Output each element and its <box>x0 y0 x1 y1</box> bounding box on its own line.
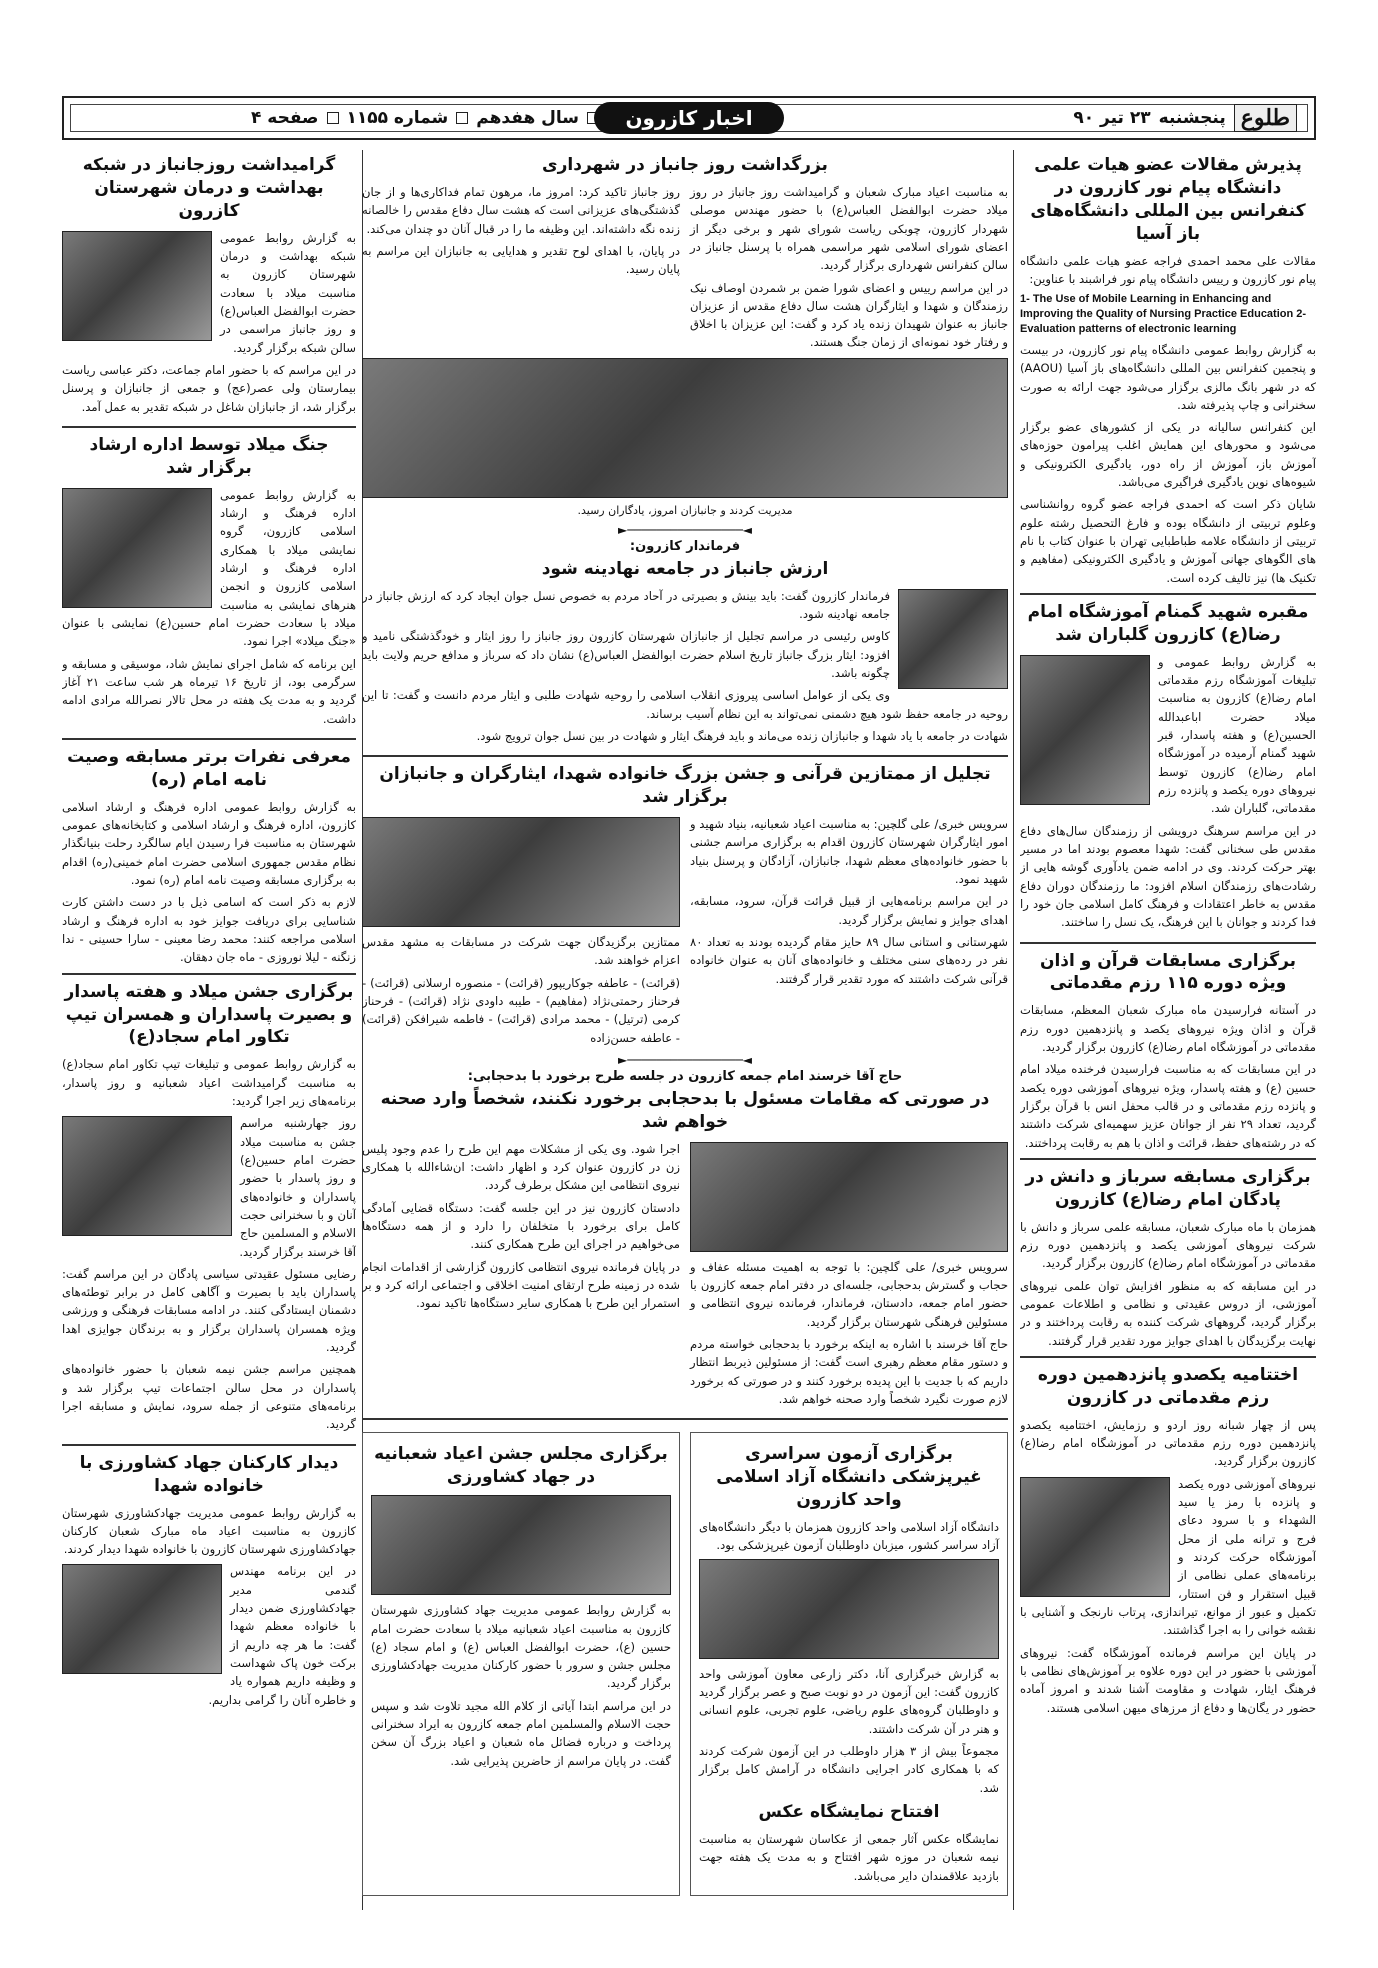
article-text: رضایی مسئول عقیدتی سیاسی پادگان در این مراسم گفت: پاسداران باید با بصیرت و آگاهی کامل در برابر توطئه‌های دشمنان ایستادگی کنند. در ادامه مسابقات فرهنگی و ورزشی ویژه همسران پاسداران برگزار و به برندگان جوایزی اهدا گردید. <box>62 1266 356 1355</box>
article-text: به مناسبت اعیاد مبارک شعبان و گرامیداشت روز جانباز در روز میلاد حضرت ابوالفضل العباس(ع) با حضور مهندس موصلی شهردار کازرون، چوبکی ریاست شورای شهر و برخی دیگر از اعضای شورای اسلامی شهر مراسمی همراه با پرسنل جانباز در سالن کنفرانس شهرداری برگزار گردید. <box>690 184 1008 273</box>
article-text: در پایان، با اهدای لوح تقدیر و هدایایی به جانبازان این مراسم به پایان رسید. <box>362 243 680 277</box>
square-icon <box>327 112 339 124</box>
article-text: به گزارش روابط عمومی دانشگاه پیام نور کازرون، در بیست و پنجمین کنفرانس بین المللی دانشگاه‌های باز آسیا (AAOU) که در شهر بانگ مالزی برگزار می‌شود جهت ارائه به صورت سخنرانی و چاپ پذیرفته شد. <box>1020 342 1316 412</box>
article-text: همچنین مراسم جشن نیمه شعبان با حضور خانواده‌های پاسداران در محل سالن اجتماعات تیپ برگزار شد و برنامه‌های متنوعی از جمله سرود، نمایش و مسابقه اجرا گردید. <box>62 1362 356 1432</box>
article-text: شهرستانی و استانی سال ۸۹ حایز مقام گردیده بودند به تعداد ۸۰ نفر در رده‌های سنی مختلف و خانواده‌های آنان به عنوان خانواده قرآنی شرکت داشتند که مورد تقدیر قرار گرفتند. <box>690 934 1008 986</box>
article-text: اجرا شود. وی یکی از مشکلات مهم این طرح را عدم وجود پلیس زن در کازرون عنوان کرد و اظهار داشت: ان‌شاءالله با همکاری نیروی انتظامی این مشکل برطرف گردد. <box>362 1141 680 1193</box>
divider <box>1020 1158 1316 1160</box>
article-box <box>690 1432 1008 1896</box>
article-text: به گزارش روابط عمومی شبکه بهداشت و درمان شهرستان کازرون به مناسبت میلاد با سعادت حضرت ابوالفضل العباس(ع) و روز جانباز مراسمی در سالن شبکه برگزار گردید. <box>220 230 356 355</box>
article-title: بزرگداشت روز جانباز در شهرداری <box>542 155 828 175</box>
article-text: دانشگاه آزاد اسلامی واحد کازرون همزمان با دیگر دانشگاه‌های آزاد سراسر کشور، میزبان داوطلبان آزمون غیرپزشکی بود. <box>699 1520 999 1553</box>
article-text: سرویس خبری/ علی گلچین: به مناسبت اعیاد شعبانیه، بنیاد شهید و امور ایثارگران شهرستان کازرون اقدام به برگزاری مراسم جشنی با حضور خانواده‌های معظم شهدا، جانبازان، آزادگان و پرسنل بنیاد شهید نمود. <box>690 817 1008 886</box>
article-text: در آستانه فرارسیدن ماه مبارک شعبان المعظم، مسابقات قرآن و اذان ویژه نیروهای یکصد و پانزدهمین دوره رزم مقدماتی در آموزشگاه امام رضا(ع) کازرون برگزار گردید. <box>1020 1003 1316 1055</box>
article-text: (قرائت) - عاطفه جوکاریپور (قرائت) - منصوره ارسلانی (قرائت) - فرحناز رحمتی‌نژاد (مفاهیم) - طیبه داودی نژاد (قرائت) - فرحناز کرمی (ترتیل) - محمد مرادی (قرائت) - فاطمه شیرافکن (قرائت) - عاطفه حسن‌زاده <box>362 975 680 1045</box>
article-kicker: فرماندار کازرون: <box>629 538 741 554</box>
section-title: اخبار کازرون <box>594 102 784 134</box>
header-issue: شماره ۱۱۵۵ <box>346 108 449 128</box>
article-title: اختتامیه یکصدو پانزدهمین دوره رزم مقدماتی در کازرون <box>1037 1364 1299 1408</box>
bottom-articles <box>362 1426 1008 1896</box>
article-text: همزمان با ماه مبارک شعبان، مسابقه علمی سرباز و دانش با شرکت نیروهای آموزشی یکصد و پانزدهمین دوره رزم مقدماتی در آموزشگاه امام رضا(ع) کازرون برگزار گردید. <box>1020 1219 1316 1271</box>
article-text: به گزارش روابط عمومی مدیریت جهاد کشاورزی شهرستان کازرون به مناسبت اعیاد شعبانیه میلاد با سعادت حضرت امام حسین (ع)، حضرت ابوالفضل العباس (ع) و امام سجاد (ع) مجلس جشن و سرور با حضور کارکنان مدیریت جهادکشاورزی برگزار گردید. <box>371 1603 671 1691</box>
article-text: در این مراسم سرهنگ درویشی از رزمندگان سال‌های دفاع مقدس طی سخنانی گفت: شهدا معصوم بودند اما در مسیر بهتر حرکت کردند. وی در ادامه ضمن یادآوری گوشه هایی از رشادت‌های رزمندگان اسلام افزود: ما رزمندگان دوران دفاع مقدس به خاطر اعتقادات و فرهنگ کامل اسلامی جان خود را فدا کردند و جوانان با این فرهنگ، یک نسل را ساختند. <box>1020 823 1316 930</box>
article-text: در این برنامه مهندس گندمی مدیر جهادکشاورزی ضمن دیدار با خانواده معظم شهدا گفت: ما هر چه داریم از برکت خون پاک شهداست و وظیفه داریم همواره یاد و خاطره آنان را گرامی بداریم. <box>208 1564 356 1707</box>
article-text: ممتازین برگزیدگان جهت شرکت در مسابقات به مشهد مقدس اعزام خواهند شد. <box>362 935 680 968</box>
article-text: به گزارش روابط عمومی مدیریت جهادکشاورزی شهرستان کازرون به مناسبت اعیاد ماه مبارک شعبان کارکنان جهادکشاورزی شهرستان کازرون با خانواده شهدا دیدار کردند. <box>62 1505 356 1557</box>
visit-photo <box>62 1564 222 1674</box>
right-column <box>1020 150 1316 1721</box>
article-text: مقالات علی محمد احمدی فراجه عضو هیات علمی دانشگاه پیام نور کازرون و رییس دانشگاه پیام نور فراشبند با عناوین: <box>1020 253 1316 287</box>
article-text: به گزارش روابط عمومی اداره فرهنگ و ارشاد اسلامی کازرون، گروه نمایشی میلاد با همکاری اداره فرهنگ و ارشاد اسلامی کازرون و انجمن هنرهای نمایشی به مناسبت میلاد با سعادت حضرت امام حسین(ع) نمایشی با عنوان «جنگ میلاد» اجرا نمود. <box>62 487 356 649</box>
divider <box>62 973 356 975</box>
photo-caption: مدیریت کردند و جانبازان امروز، یادگاران رسید. <box>577 503 793 517</box>
left-column <box>62 150 356 1713</box>
article-text: پس از چهار شبانه روز اردو و رزمایش، اختتامیه یکصدو پانزدهمین دوره رزم مقدماتی در آموزشگاه امام رضا(ع) کازرون برگزار گردید. <box>1020 1417 1316 1469</box>
ceremony-photo <box>362 358 1008 498</box>
divider <box>62 738 356 740</box>
header-date: ۲۳ تیر ۹۰ <box>1073 108 1151 128</box>
article-text: روز جانباز تاکید کرد: امروز ما، مرهون تمام فداکاری‌ها و از جان گذشتگی‌های عزیزانی است که هشت سال دفاع مقدس را خالصانه زنده نگه داشته‌اند. این وظیفه ما را در قبال آنان دو چندان می‌کند. <box>362 184 680 236</box>
article-text: به گزارش روابط عمومی و تبلیغات آموزشگاه رزم مقدماتی امام رضا(ع) کازرون به مناسبت میلاد حضرت اباعبدالله الحسین(ع) و هفته پاسدار، قبر شهید گمنام آرمیده در آموزشگاه امام رضا(ع) کازرون توسط نیروهای دوره یکصد و پانزده رزم مقدماتی، گلباران شد. <box>1158 654 1316 816</box>
divider <box>1020 942 1316 944</box>
article-text: در پایان فرمانده نیروی انتظامی کازرون گزارشی از اقدامات انجام شده در زمینه طرح ارتقای امنیت اخلاقی و اجتماعی ارائه کرد و بر استمرار این طرح با همکاری سایر دستگاه‌ها تاکید نمود. <box>362 1259 680 1311</box>
article-english-titles: 1- The Use of Mobile Learning in Enhancing and Improving the Quality of Nursing Practice Education 2-Evaluation patterns of electronic learning <box>1020 293 1307 336</box>
article-text: دادستان کازرون نیز در این جلسه گفت: دستگاه قضایی آمادگی کامل برای برخورد با متخلفان را دارد و از همه دستگاه‌ها می‌خواهیم در اجرای این طرح همکاری کنند. <box>362 1200 680 1252</box>
gathering-photo <box>371 1495 671 1595</box>
article-text: به گزارش خبرگزاری آنا، دکتر زارعی معاون آموزشی واحد کازرون گفت: این آزمون در دو نوبت صبح و عصر برگزار گردید و داوطلبان گروه‌های علوم ریاضی، علوم تجربی، علوم انسانی و هنر در آن شرکت داشتند. <box>699 1666 999 1736</box>
article-text: این کنفرانس سالیانه در یکی از کشورهای عضو برگزار می‌شود و محورهای این همایش اغلب پیرامون حوزه‌های آموزش باز، آموزش از راه دور، یادگیری الکترونیکی و شیوه‌های نوین یادگیری فراگیری می‌باشد. <box>1020 420 1316 490</box>
soldiers-photo <box>1020 655 1150 805</box>
article-text: نیروهای آموزشی دوره یکصد و پانزده با رمز یا سید الشهداء و با سرود دعای فرج و ترانه ملی از محل آموزشگاه حرکت کردند و برنامه‌های عملی نظامی از قبیل استقرار و فن استتار، تکمیل و عبور از موانع، تیراندازی، پرتاب نارنجک و آشنایی با نقشه خوانی را به اجرا گذاشتند. <box>1020 1476 1316 1638</box>
article-text: در این مراسم رییس و اعضای شورا ضمن بر شمردن اوصاف نیک رزمندگان و شهدا و ایثارگران هشت سال دفاع مقدس از عزیزان جانباز به عنوان شهیدان زنده یاد کرد و گفت: این عزیزان با اخلاق و رفتار خود نمونه‌ای از زمان جنگ هستند. <box>690 280 1008 350</box>
meeting-photo <box>690 1142 1008 1252</box>
article-text: حاج آقا خرسند با اشاره به اینکه برخورد با بدحجابی خواسته مردم و دستور مقام معظم رهبری است گفت: از مسئولین ذیربط انتظار داریم که با جدیت با این پدیده برخورد کنند و در صورتی که برخورد لازم صورت نگیرد شخصاً وارد صحنه خواهم شد. <box>690 1337 1008 1406</box>
article-title: برگزاری مسابقات قرآن و اذان ویژه دوره ۱۱۵ رزم مقدماتی <box>1039 950 1297 994</box>
article-text: این برنامه که شامل اجرای نمایش شاد، موسیقی و مسابقه و سرگرمی بود، از تاریخ ۱۶ تیرماه هر شب ساعت ۲۱ آغاز گردید و به مدت یک هفته در محل تالار نصرالله مرادی ادامه داشت. <box>62 656 356 726</box>
divider <box>62 1444 356 1446</box>
article-text: وی یکی از عوامل اساسی پیروزی انقلاب اسلامی را روحیه شهادت طلبی و ایثار مردم دانست و گفت: تا این روحیه در جامعه حفظ شود هیچ دشمنی نمی‌تواند به این نظام آسیب برساند. <box>362 688 1008 721</box>
article-title: در صورتی که مقامات مسئول با بدحجابی برخورد نکنند، شخصاً وارد صحنه خواهم شد <box>380 1088 990 1132</box>
header-issue-box <box>70 104 610 132</box>
article-title: تجلیل از ممتازین قرآنی و جشن بزرگ خانواده شهدا، ایثارگران و جانبازان برگزار شد <box>379 764 991 808</box>
article-kicker: حاج آقا خرسند امام جمعه کازرون در جلسه طرح برخورد با بدحجابی: <box>467 1068 903 1084</box>
article-box <box>362 1432 680 1896</box>
article-title: برگزاری آزمون سراسری غیرپزشکی دانشگاه آزاد اسلامی واحد کازرون <box>716 1444 982 1511</box>
article-text: در پایان این مراسم فرمانده آموزشگاه گفت: نیروهای آموزشی با حضور در این دوره علاوه بر آموزش‌های نظامی با فرهنگ ایثار، شهادت و مقاومت آشنا شدند و امروز آماده حضور در یگان‌ها و دفاع از مرزهای میهن اسلامی هستند. <box>1020 1645 1316 1715</box>
article-text: در این مراسم برنامه‌هایی از قبیل قرائت قرآن، سرود، مسابقه، اهدای جوایز و نمایش برگزار گردید. <box>690 894 1008 927</box>
article-text: روز جهارشنبه مراسم جشن به مناسبت میلاد حضرت امام حسین(ع) و روز پاسدار با حضور پاسداران و خانواده‌های آنان و با سخنرانی حجت الاسلام و المسلمین حاج آقا خرسند برگزار گردید. <box>239 1116 356 1259</box>
header-day: پنجشنبه <box>1158 108 1226 128</box>
divider-arrow-icon: ◄────────────────► <box>617 522 753 537</box>
governor-portrait-photo <box>898 589 1008 689</box>
header-date-box <box>768 104 1308 132</box>
theater-photo <box>62 488 212 608</box>
article-text: در این مسابقات که به مناسبت فرارسیدن فرخنده میلاد امام حسین (ع) و هفته پاسدار، ویژه نیروهای آموزشی دوره یکصد و پانزده رزم مقدماتی و در قالب محفل انس با قرآن برگزار گردید، تعداد ۲۹ نفر از جوانان عزیز سهمیه‌ای شرکت داشتند که در رشته‌های حفظ، قرائت و اذان با هم به رقابت پرداختند. <box>1020 1062 1316 1150</box>
article-title: مقبره شهید گمنام آموزشگاه امام رضا(ع) کازرون گلباران شد <box>1027 601 1309 645</box>
article-title: برگزاری مجلس جشن اعیاد شعبانیه در جهاد کشاورزی <box>374 1444 668 1488</box>
article-title: پذیرش مقالات عضو هیات علمی دانشگاه پیام نور کازرون در کنفرانس بین المللی دانشگاه‌های باز آسیا <box>1030 155 1306 244</box>
article-text: سرویس خبری/ علی گلچین: با توجه به اهمیت مسئله عفاف و حجاب و گسترش بدحجابی، جلسه‌ای در دفتر امام جمعه کازرون با حضور امام جمعه، دادستان، فرماندار، فرمانده نیروی انتظامی و مسئولین فرهنگی شهرستان برگزار گردید. <box>690 1259 1008 1329</box>
divider <box>1020 1356 1316 1358</box>
divider <box>62 426 356 428</box>
article-text: به گزارش روابط عمومی و تبلیغات تیپ تکاور امام سجاد(ع) به مناسبت گرامیداشت اعیاد شعبانیه و روز پاسدار، برنامه‌های زیر اجرا گردید: <box>62 1057 356 1108</box>
article-text: شایان ذکر است که احمدی فراجه عضو گروه روانشناسی وعلوم تربیتی از دانشگاه بوده و فارغ التحصیل رشته علوم تربیتی از دانشگاه علامه طباطبایی تهران با عنوان کتاب با نام های الگوهای جهانی آموزش و یادگیری الکترونیکی (مفاهیم و تکنیک ها) نیز تالیف کرده است. <box>1020 497 1316 585</box>
soldiers-march-photo <box>1020 1477 1170 1597</box>
column-divider <box>1013 150 1014 1910</box>
article-text: در این مراسم ابتدا آیاتی از کلام الله مجید تلاوت شد و سپس حجت الاسلام والمسلمین امام جمعه کازرون به ایراد سخنرانی پرداخت و درباره فضائل ماه شعبان و اعیاد بزرگ آن سخن گفت. در پایان مراسم از حاضرین پذیرایی شد. <box>371 1698 671 1768</box>
header-year: سال هفدهم <box>476 108 579 128</box>
article-text: لازم به ذکر است که اسامی ذیل با در دست داشتن کارت شناسایی برای دریافت جوایز خود به اداره فرهنگ و ارشاد اسلامی مراجعه کنند: محمد رضا معینی - سارا حسینی - ندا زنگنه - لیلا نوروزی - ماه جان دهقان. <box>62 895 356 965</box>
exam-hall-photo <box>699 1559 999 1659</box>
article-text: در این مراسم که با حضور امام جماعت، دکتر عباسی ریاست بیمارستان ولی عصر(عج) و جمعی از جانبازان و پرسنل برگزار شد، از جانبازان شاغل در شبکه تقدیر به عمل آمد. <box>62 363 356 414</box>
article-text: فرماندار کازرون گفت: باید بینش و بصیرتی در آحاد مردم به خصوص نسل جوان ایجاد کرد که ارزش جانباز در جامعه نهادینه شود. <box>362 588 890 621</box>
square-icon <box>456 112 468 124</box>
article-body <box>362 183 1008 356</box>
article-body <box>362 1140 1008 1413</box>
veterans-photo <box>62 231 212 341</box>
article-text: شهادت در جامعه با یاد شهدا و جانبازان زنده می‌ماند و باید فرهنگ ایثار و شهادت در بین نسل جوان ترویج شود. <box>476 728 1008 743</box>
newspaper-logo: طلوع <box>1234 104 1297 132</box>
article-body <box>362 815 1008 1051</box>
divider <box>1020 593 1316 595</box>
header-page: صفحه ۴ <box>250 108 319 128</box>
article-text: به گزارش روابط عمومی اداره فرهنگ و ارشاد اسلامی کازرون، اداره فرهنگ و ارشاد اسلامی و کتابخانه‌های عمومی شهرستان به مناسبت فرا رسیدن ایام سالگرد رحلت بنیانگذار نظام مقدس جمهوری اسلامی حضرت امام خمینی(ره) اقدام به برگزاری مسابقه وصیت نامه امام (ره) نمود. <box>62 799 356 887</box>
middle-column <box>362 150 1008 1896</box>
article-title: ارزش جانباز در جامعه نهادینه شود <box>541 558 829 579</box>
celebration-photo <box>62 1116 232 1236</box>
article-text: نمایشگاه عکس آثار جمعی از عکاسان شهرستان به مناسبت نیمه شعبان در موزه شهر افتتاح و به مدت یک هفته جهت بازدید علاقمندان دایر می‌باشد. <box>699 1831 999 1883</box>
divider <box>362 755 1008 757</box>
article-title: جنگ میلاد توسط اداره ارشاد برگزار شد <box>89 434 329 478</box>
award-ceremony-photo <box>362 817 680 927</box>
divider <box>362 1418 1008 1420</box>
article-text: مجموعاً بیش از ۳ هزار داوطلب در این آزمون شرکت کردند که با همکاری کادر اجرایی دانشگاه در آرامش کامل برگزار شد. <box>699 1744 999 1795</box>
article-title: افتتاح نمایشگاه عکس <box>758 1801 940 1822</box>
article-title: گرامیداشت روزجانباز در شبکه بهداشت و درمان شهرستان کازرون <box>82 155 336 221</box>
article-text: در این مسابقه که به منظور افزایش توان علمی نیروهای آموزشی، از دروس عقیدتی و نظامی و اطلاعات عمومی برگزار گردید، گروههای شرکت کننده به رقابت پرداختند و در نهایت برگزیدگان با اهدای جوایز مورد تقدیر قرار گرفتند. <box>1020 1278 1316 1348</box>
article-text: کاوس رئیسی در مراسم تجلیل از جانبازان شهرستان کازرون روز جانباز را روز ایثار و خودگذشتگی نامید و افزود: ایثار بزرگ جانباز تاریخ اسلام حضرت ابوالفضل العباس(ع) نشان داد که سرباز و مدافع حریم ولایت باید چگونه باشد. <box>362 629 890 680</box>
divider-arrow-icon: ◄────────────────► <box>617 1052 753 1067</box>
article-title: دیدار کارکنان جهاد کشاورزی با خانواده شهدا <box>79 1452 339 1496</box>
article-title: برگزاری جشن میلاد و هفته پاسدار و بصیرت پاسداران و همسران تیپ تکاور امام سجاد(ع) <box>64 981 354 1048</box>
article-title: معرفی نفرات برتر مسابقه وصیت نامه امام (ره) <box>67 746 351 790</box>
article-title: برگزاری مسابقه سرباز و دانش در پادگان امام رضا(ع) کازرون <box>1025 1166 1311 1210</box>
